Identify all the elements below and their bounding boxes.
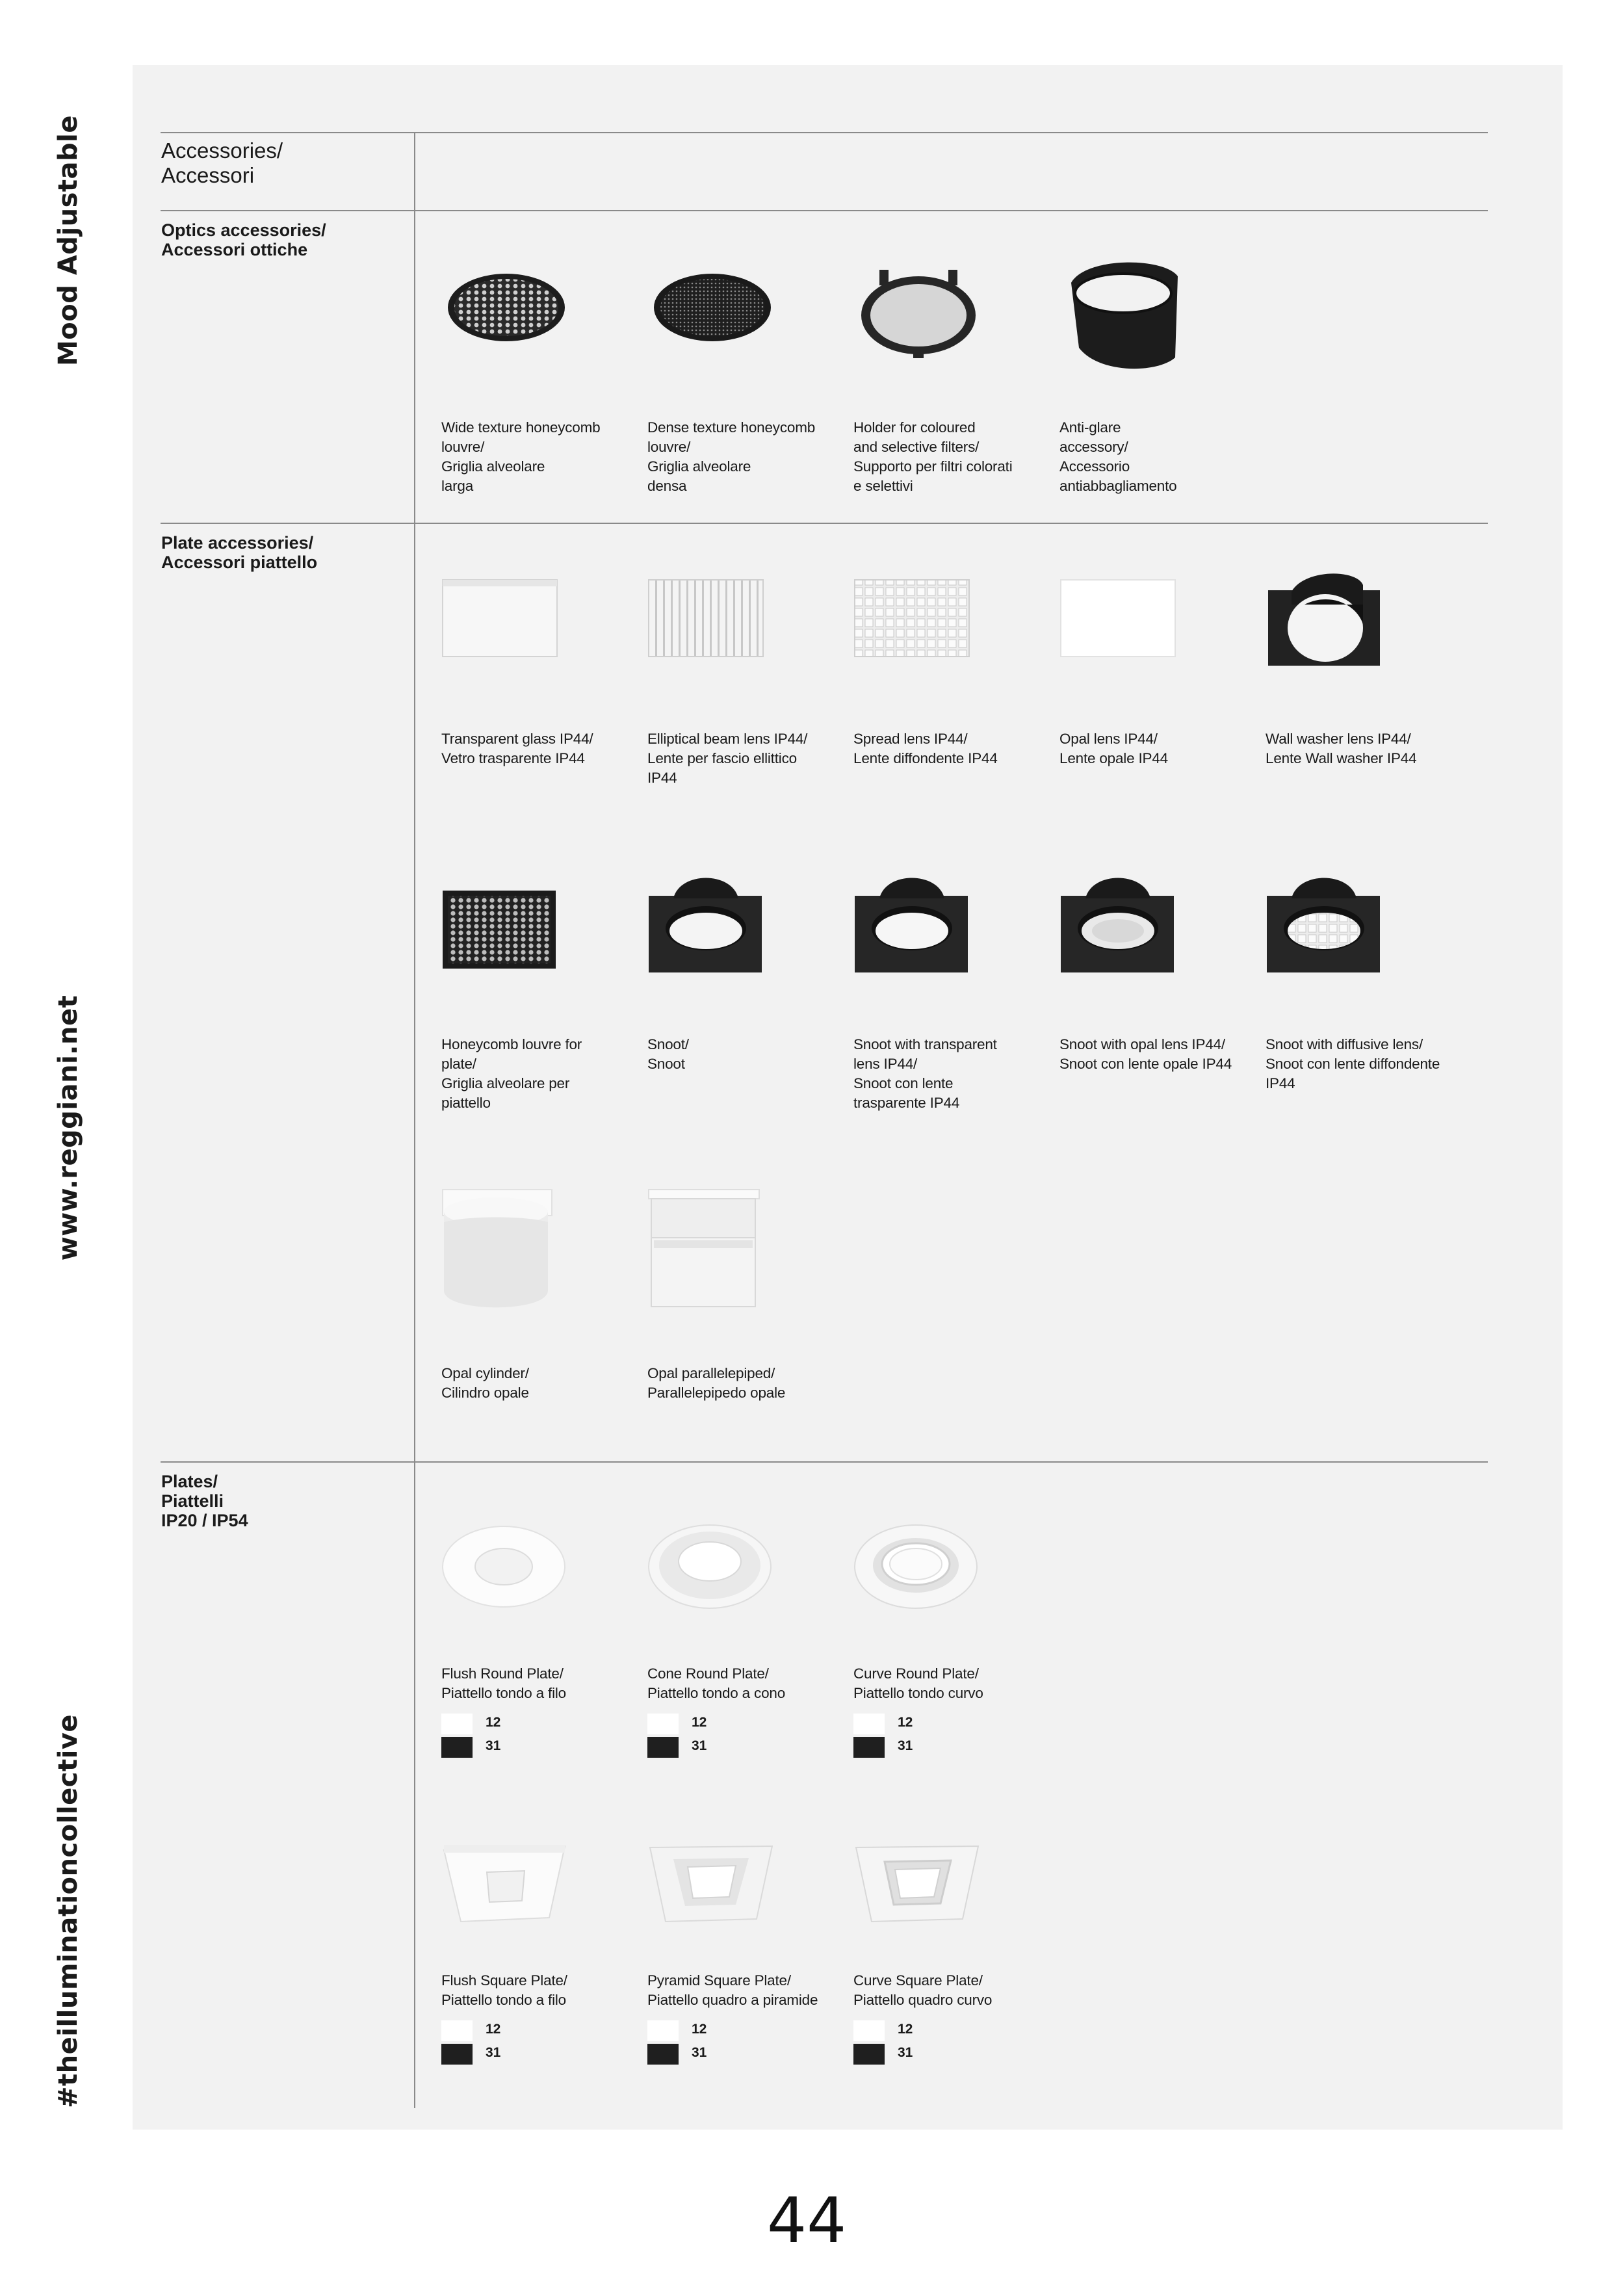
item-caption: Snoot with opal lens IP44/ Snoot con lente opale IP44 (1059, 1036, 1232, 1072)
finish-row (853, 2020, 931, 2042)
section-title-line: Optics accessories/ (161, 220, 326, 240)
transparent-glass-icon (441, 566, 571, 696)
pyramid-square-plate-icon (647, 1814, 777, 1944)
item-caption: Spread lens IP44/ Lente diffondente IP44 (853, 731, 998, 766)
item-caption: Snoot/ Snoot (647, 1036, 689, 1072)
item-caption: Honeycomb louvre for plate/ Griglia alveolare per piattello (441, 1036, 582, 1111)
finish-code: 31 (486, 1738, 501, 1753)
section-title-plates (161, 1472, 248, 1530)
finish-swatch-black (441, 2044, 473, 2065)
opal-cylinder-icon (441, 1183, 571, 1313)
item-caption: Cone Round Plate/ Piattello tondo a cono (647, 1665, 786, 1701)
snoot-icon (647, 871, 777, 1001)
finish-row (853, 1714, 931, 1736)
item-caption: Snoot with transparent lens IP44/ Snoot con lente trasparente IP44 (853, 1036, 997, 1111)
finish-swatch-white (853, 2020, 885, 2041)
side-hashtag: #theilluminationcollective (53, 1714, 83, 2108)
section-title-line: IP20 / IP54 (161, 1511, 248, 1530)
finish-swatch-white (853, 1714, 885, 1734)
finish-swatch-black (853, 2044, 885, 2065)
finish-code: 31 (898, 2045, 913, 2060)
column-divider (414, 133, 415, 2108)
finish-code: 12 (692, 1715, 707, 1730)
finish-code: 31 (692, 2045, 707, 2060)
finish-row (441, 2020, 519, 2042)
flush-round-plate-icon (441, 1507, 571, 1637)
page-title (161, 138, 283, 188)
divider (161, 1461, 1488, 1463)
finish-swatch-black (441, 1737, 473, 1758)
page-number: 44 (767, 2184, 847, 2257)
side-brand: Mood Adjustable (53, 115, 83, 366)
wide-honeycomb-louvre-icon (441, 250, 571, 380)
section-title-optics (161, 220, 326, 259)
divider (161, 210, 1488, 211)
finish-swatch-black (647, 2044, 679, 2065)
elliptical-lens-icon (647, 566, 777, 696)
item-caption: Holder for coloured and selective filters/ Supporto per filtri colorati e selettivi (853, 419, 1013, 494)
finish-row (647, 2020, 725, 2042)
finish-code: 31 (486, 2045, 501, 2060)
item-caption: Curve Square Plate/ Piattello quadro curvo (853, 1972, 993, 2008)
side-website: www.reggiani.net (53, 995, 83, 1261)
divider (161, 132, 1488, 133)
cone-round-plate-icon (647, 1507, 777, 1637)
item-caption: Opal cylinder/ Cilindro opale (441, 1365, 529, 1401)
snoot-diffusive-icon (1266, 871, 1396, 1001)
filter-holder-icon (853, 250, 983, 380)
finish-row (853, 1737, 931, 1759)
curve-round-plate-icon (853, 1507, 983, 1637)
opal-lens-icon (1059, 566, 1189, 696)
item-caption: Wide texture honeycomb louvre/ Griglia alveolare larga (441, 419, 601, 494)
honeycomb-plate-icon (441, 871, 571, 1001)
page-title-line1: Accessories/ (161, 138, 283, 163)
section-title-line: Plates/ (161, 1472, 218, 1491)
section-title-plate-accessories (161, 533, 317, 572)
finish-row (647, 1714, 725, 1736)
opal-parallelepiped-icon (647, 1183, 777, 1313)
section-title-line: Piattelli (161, 1491, 224, 1511)
page-title-line2: Accessori (161, 163, 255, 187)
finish-code: 12 (486, 2022, 501, 2037)
item-caption: Pyramid Square Plate/ Piattello quadro a piramide (647, 1972, 818, 2008)
finish-swatch-white (441, 2020, 473, 2041)
anti-glare-icon (1059, 250, 1189, 380)
finish-code: 31 (692, 1738, 707, 1753)
finish-swatch-white (441, 1714, 473, 1734)
finish-code: 12 (898, 2022, 913, 2037)
curve-square-plate-icon (853, 1814, 983, 1944)
dense-honeycomb-louvre-icon (647, 250, 777, 380)
section-title-line: Plate accessories/ (161, 533, 314, 553)
item-caption: Opal parallelepiped/ Parallelepipedo opale (647, 1365, 786, 1401)
wall-washer-lens-icon (1266, 566, 1396, 696)
snoot-transparent-icon (853, 871, 983, 1001)
snoot-opal-icon (1059, 871, 1189, 1001)
item-caption: Curve Round Plate/ Piattello tondo curvo (853, 1665, 983, 1701)
item-caption: Wall washer lens IP44/ Lente Wall washer IP44 (1266, 731, 1417, 766)
finish-swatch-white (647, 1714, 679, 1734)
finish-swatch-black (647, 1737, 679, 1758)
finish-row (853, 2044, 931, 2066)
item-caption: Anti-glare accessory/ Accessorio antiabbagliamento (1059, 419, 1177, 494)
item-caption: Transparent glass IP44/ Vetro trasparente IP44 (441, 731, 593, 766)
finish-row (441, 1737, 519, 1759)
finish-code: 12 (486, 1715, 501, 1730)
finish-row (441, 2044, 519, 2066)
section-title-line: Accessori ottiche (161, 240, 308, 259)
item-caption: Opal lens IP44/ Lente opale IP44 (1059, 731, 1168, 766)
flush-square-plate-icon (441, 1814, 571, 1944)
content-panel (133, 65, 1563, 2130)
item-caption: Elliptical beam lens IP44/ Lente per fascio ellittico IP44 (647, 731, 808, 786)
finish-swatch-black (853, 1737, 885, 1758)
finish-code: 12 (898, 1715, 913, 1730)
finish-row (647, 2044, 725, 2066)
finish-swatch-white (647, 2020, 679, 2041)
section-title-line: Accessori piattello (161, 553, 318, 572)
divider (161, 523, 1488, 524)
finish-row (441, 1714, 519, 1736)
finish-code: 31 (898, 1738, 913, 1753)
finish-code: 12 (692, 2022, 707, 2037)
spread-lens-icon (853, 566, 983, 696)
item-caption: Dense texture honeycomb louvre/ Griglia alveolare densa (647, 419, 816, 494)
item-caption: Flush Square Plate/ Piattello tondo a filo (441, 1972, 567, 2008)
item-caption: Snoot with diffusive lens/ Snoot con lente diffondente IP44 (1266, 1036, 1440, 1091)
finish-row (647, 1737, 725, 1759)
item-caption: Flush Round Plate/ Piattello tondo a filo (441, 1665, 566, 1701)
